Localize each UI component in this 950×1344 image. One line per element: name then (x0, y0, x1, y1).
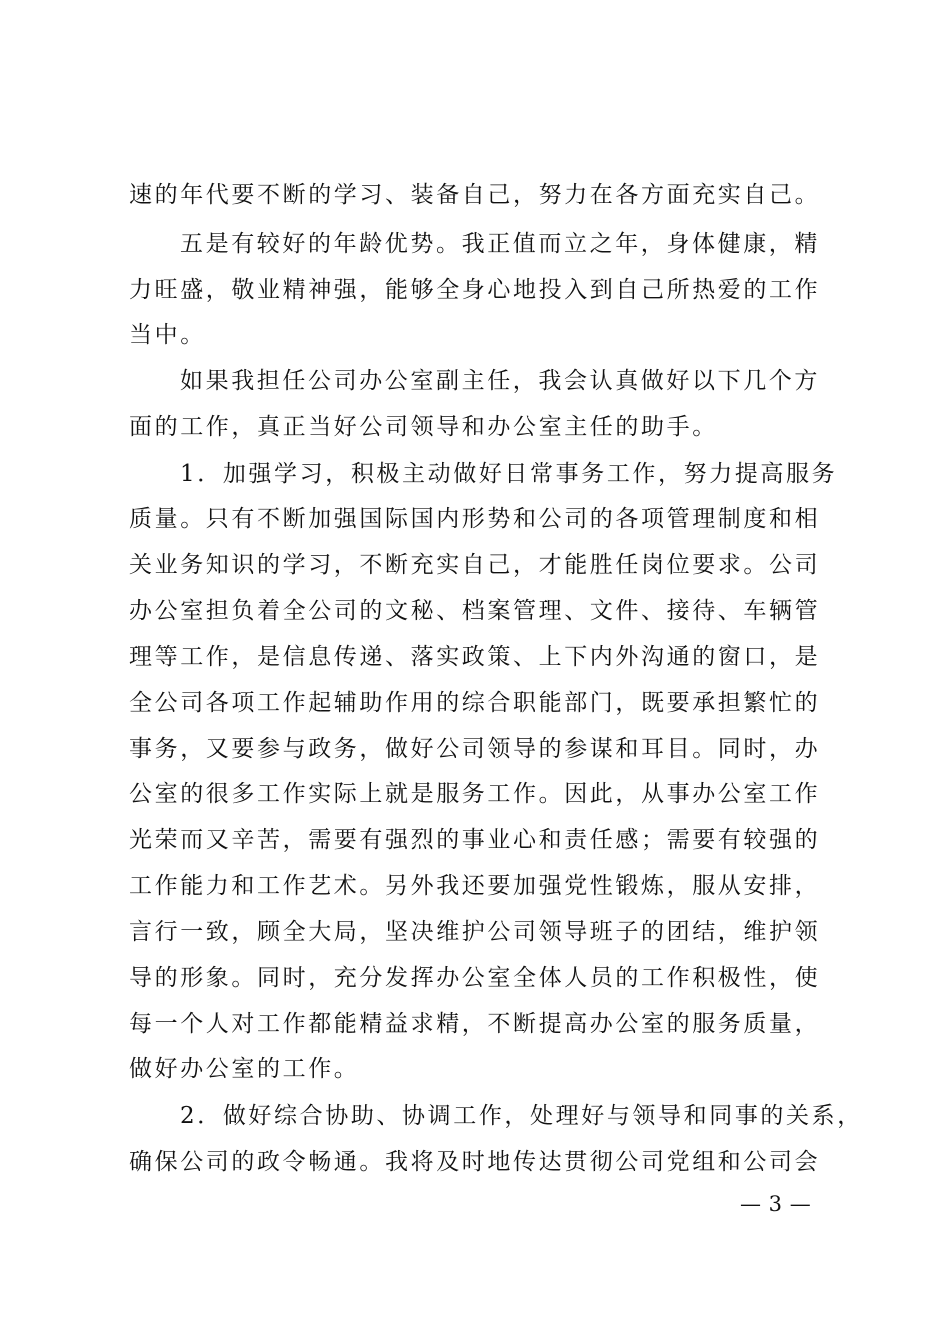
text-line: 公室的很多工作实际上就是服务工作。因此，从事办公室工作 (129, 781, 821, 807)
text-line: 导的形象。同时，充分发挥办公室全体人员的工作积极性，使 (129, 965, 821, 991)
text-line: 办公室担负着全公司的文秘、档案管理、文件、接待、车辆管 (129, 598, 821, 624)
text-line: 理等工作，是信息传递、落实政策、上下内外沟通的窗口，是 (129, 644, 821, 670)
text-line: 确保公司的政令畅通。我将及时地传达贯彻公司党组和公司会 (129, 1149, 821, 1175)
text-line: 质量。只有不断加强国际国内形势和公司的各项管理制度和相 (129, 506, 821, 532)
text-line: 2．做好综合协助、协调工作，处理好与领导和同事的关系， (180, 1103, 863, 1129)
text-line: 言行一致，顾全大局，坚决维护公司领导班子的团结，维护领 (129, 919, 821, 945)
text-line: 工作能力和工作艺术。另外我还要加强党性锻炼，服从安排， (129, 873, 821, 899)
text-line: 做好办公室的工作。 (129, 1056, 360, 1082)
text-line: 速的年代要不断的学习、装备自己，努力在各方面充实自己。 (129, 182, 821, 208)
page-number: — 3 — (740, 1192, 812, 1216)
text-line: 事务，又要参与政务，做好公司领导的参谋和耳目。同时，办 (129, 736, 821, 762)
text-line: 关业务知识的学习，不断充实自己，才能胜任岗位要求。公司 (129, 552, 821, 578)
text-line: 面的工作，真正当好公司领导和办公室主任的助手。 (129, 414, 718, 440)
text-line: 1．加强学习，积极主动做好日常事务工作，努力提高服务 (180, 461, 838, 487)
text-line: 当中。 (129, 322, 206, 348)
text-line: 力旺盛，敬业精神强，能够全身心地投入到自己所热爱的工作 (129, 277, 821, 303)
text-line: 如果我担任公司办公室副主任，我会认真做好以下几个方 (180, 368, 820, 394)
text-line: 五是有较好的年龄优势。我正值而立之年，身体健康，精 (180, 231, 820, 257)
text-line: 光荣而又辛苦，需要有强烈的事业心和责任感；需要有较强的 (129, 827, 821, 853)
text-line: 每一个人对工作都能精益求精，不断提高办公室的服务质量， (129, 1011, 821, 1037)
text-line: 全公司各项工作起辅助作用的综合职能部门，既要承担繁忙的 (129, 690, 821, 716)
